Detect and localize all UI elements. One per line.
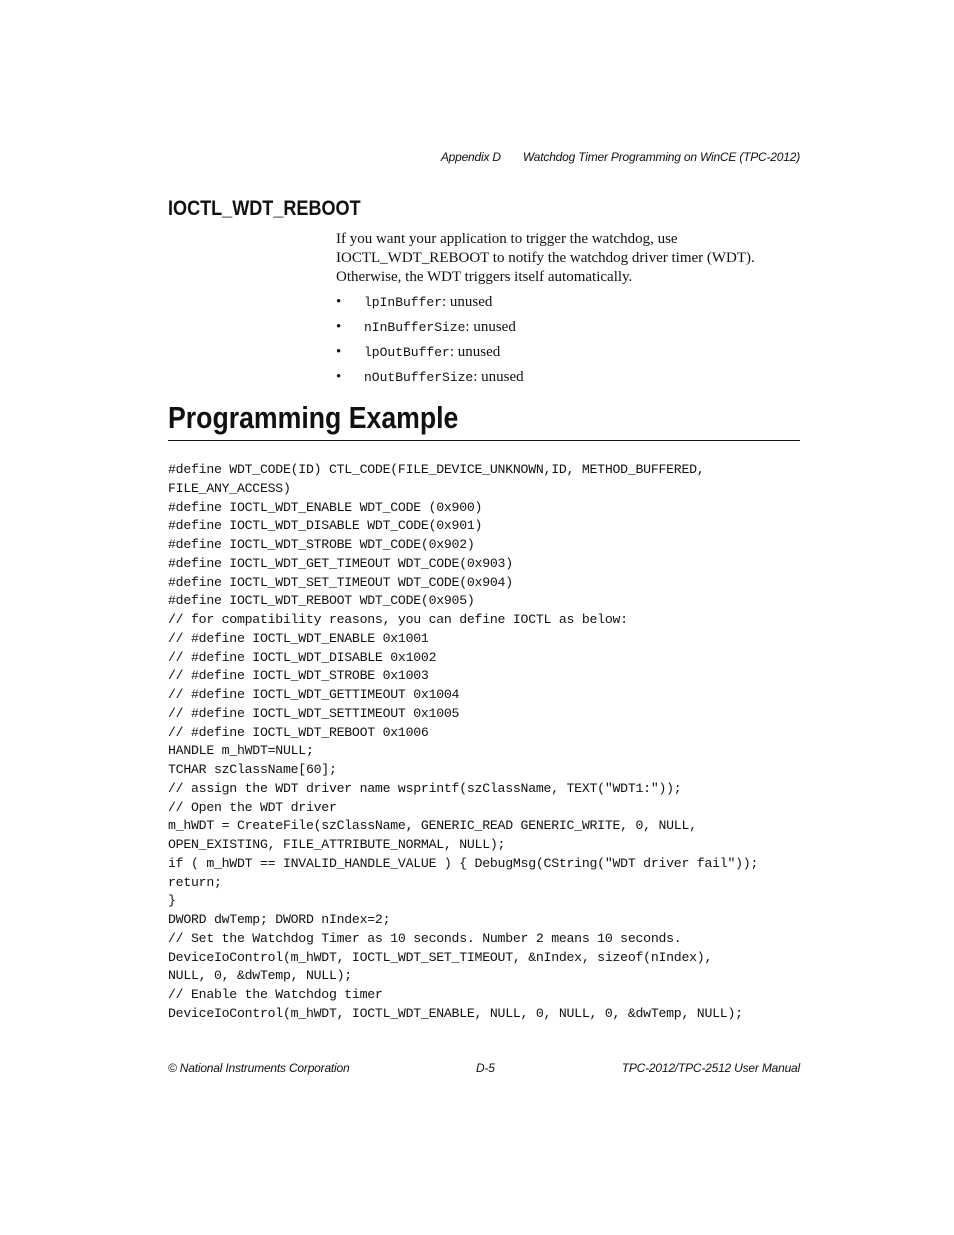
code-line: #define IOCTL_WDT_DISABLE WDT_CODE(0x901) — [168, 518, 483, 534]
section-paragraph — [336, 230, 786, 287]
code-line: HANDLE m_hWDT=NULL; — [168, 743, 314, 759]
list-item — [336, 293, 524, 318]
code-line: #define IOCTL_WDT_STROBE WDT_CODE(0x902) — [168, 537, 475, 552]
code-line: // #define IOCTL_WDT_REBOOT 0x1006 — [168, 724, 429, 740]
code-line: TCHAR szClassName[60]; — [168, 762, 337, 777]
code-line: // Open the WDT driver — [168, 799, 337, 815]
code-line: OPEN_EXISTING, FILE_ATTRIBUTE_NORMAL, NULL); — [168, 837, 506, 852]
bullet-icon: • — [336, 344, 342, 360]
example-title: Programming Example — [168, 400, 459, 435]
footer-copyright: © National Instruments Corporation — [168, 1061, 350, 1075]
code-line: // #define IOCTL_WDT_GETTIMEOUT 0x1004 — [168, 687, 460, 702]
code-line: // #define IOCTL_WDT_STROBE 0x1003 — [168, 668, 429, 684]
code-line: DeviceIoControl(m_hWDT, IOCTL_WDT_SET_TIMEOUT, &nIndex, sizeof(nIndex), — [168, 949, 713, 965]
parameter-name: lpInBuffer — [364, 295, 443, 310]
code-line: return; — [168, 874, 222, 890]
footer-page-number: D-5 — [476, 1061, 495, 1075]
list-item — [336, 343, 524, 368]
parameter-desc: : unused — [442, 294, 493, 310]
parameter-name: nInBufferSize — [364, 320, 466, 335]
header-chapter-title: Watchdog Timer Programming on WinCE (TPC-2012) — [522, 150, 800, 164]
bullet-icon: • — [336, 319, 342, 335]
bullet-icon: • — [336, 369, 342, 385]
paragraph-line: Otherwise, the WDT triggers itself automatically. — [336, 269, 633, 285]
code-line: if ( m_hWDT == INVALID_HANDLE_VALUE ) { DebugMsg(CString("WDT driver fail")); — [168, 855, 759, 871]
header-appendix: Appendix D — [440, 150, 501, 164]
parameter-desc: : unused — [465, 319, 516, 335]
code-line: // #define IOCTL_WDT_DISABLE 0x1002 — [168, 649, 437, 665]
running-header — [441, 150, 800, 164]
title-rule — [168, 440, 800, 441]
code-line: DeviceIoControl(m_hWDT, IOCTL_WDT_ENABLE, NULL, 0, NULL, 0, &dwTemp, NULL); — [168, 1005, 743, 1021]
code-line: DWORD dwTemp; DWORD nIndex=2; — [168, 912, 391, 927]
code-line: m_hWDT = CreateFile(szClassName, GENERIC_READ GENERIC_WRITE, 0, NULL, — [168, 818, 697, 834]
code-line: #define IOCTL_WDT_GET_TIMEOUT WDT_CODE(0x903) — [168, 555, 513, 571]
parameter-name: lpOutBuffer — [364, 345, 450, 360]
code-line: #define WDT_CODE(ID) CTL_CODE(FILE_DEVICE_UNKNOWN,ID, METHOD_BUFFERED, — [168, 462, 705, 477]
code-line: // #define IOCTL_WDT_ENABLE 0x1001 — [168, 630, 429, 646]
list-item — [336, 318, 524, 343]
paragraph-line: If you want your application to trigger the watchdog, use — [336, 231, 678, 247]
code-line: NULL, 0, &dwTemp, NULL); — [168, 968, 352, 984]
parameter-list — [336, 293, 524, 393]
code-block — [168, 461, 758, 1024]
code-line: FILE_ANY_ACCESS) — [168, 480, 291, 496]
code-line: // for compatibility reasons, you can define IOCTL as below: — [168, 612, 628, 627]
code-line: #define IOCTL_WDT_REBOOT WDT_CODE(0x905) — [168, 593, 475, 609]
code-line: } — [168, 893, 176, 909]
paragraph-line: IOCTL_WDT_REBOOT to notify the watchdog driver timer (WDT). — [336, 250, 755, 266]
parameter-desc: : unused — [473, 369, 524, 385]
parameter-desc: : unused — [449, 344, 501, 360]
code-line: #define IOCTL_WDT_ENABLE WDT_CODE (0x900) — [168, 499, 483, 515]
section-heading: IOCTL_WDT_REBOOT — [168, 197, 361, 220]
code-line: // #define IOCTL_WDT_SETTIMEOUT 0x1005 — [168, 705, 460, 721]
code-line: // Set the Watchdog Timer as 10 seconds. Number 2 means 10 seconds. — [168, 930, 682, 946]
code-line: // assign the WDT driver name wsprintf(szClassName, TEXT("WDT1:")); — [168, 780, 682, 796]
footer-manual-title: TPC-2012/TPC-2512 User Manual — [621, 1061, 800, 1075]
code-line: #define IOCTL_WDT_SET_TIMEOUT WDT_CODE(0x904) — [168, 574, 513, 590]
list-item — [336, 368, 524, 393]
code-line: // Enable the Watchdog timer — [168, 987, 383, 1002]
bullet-icon: • — [336, 294, 342, 310]
parameter-name: nOutBufferSize — [364, 370, 474, 385]
